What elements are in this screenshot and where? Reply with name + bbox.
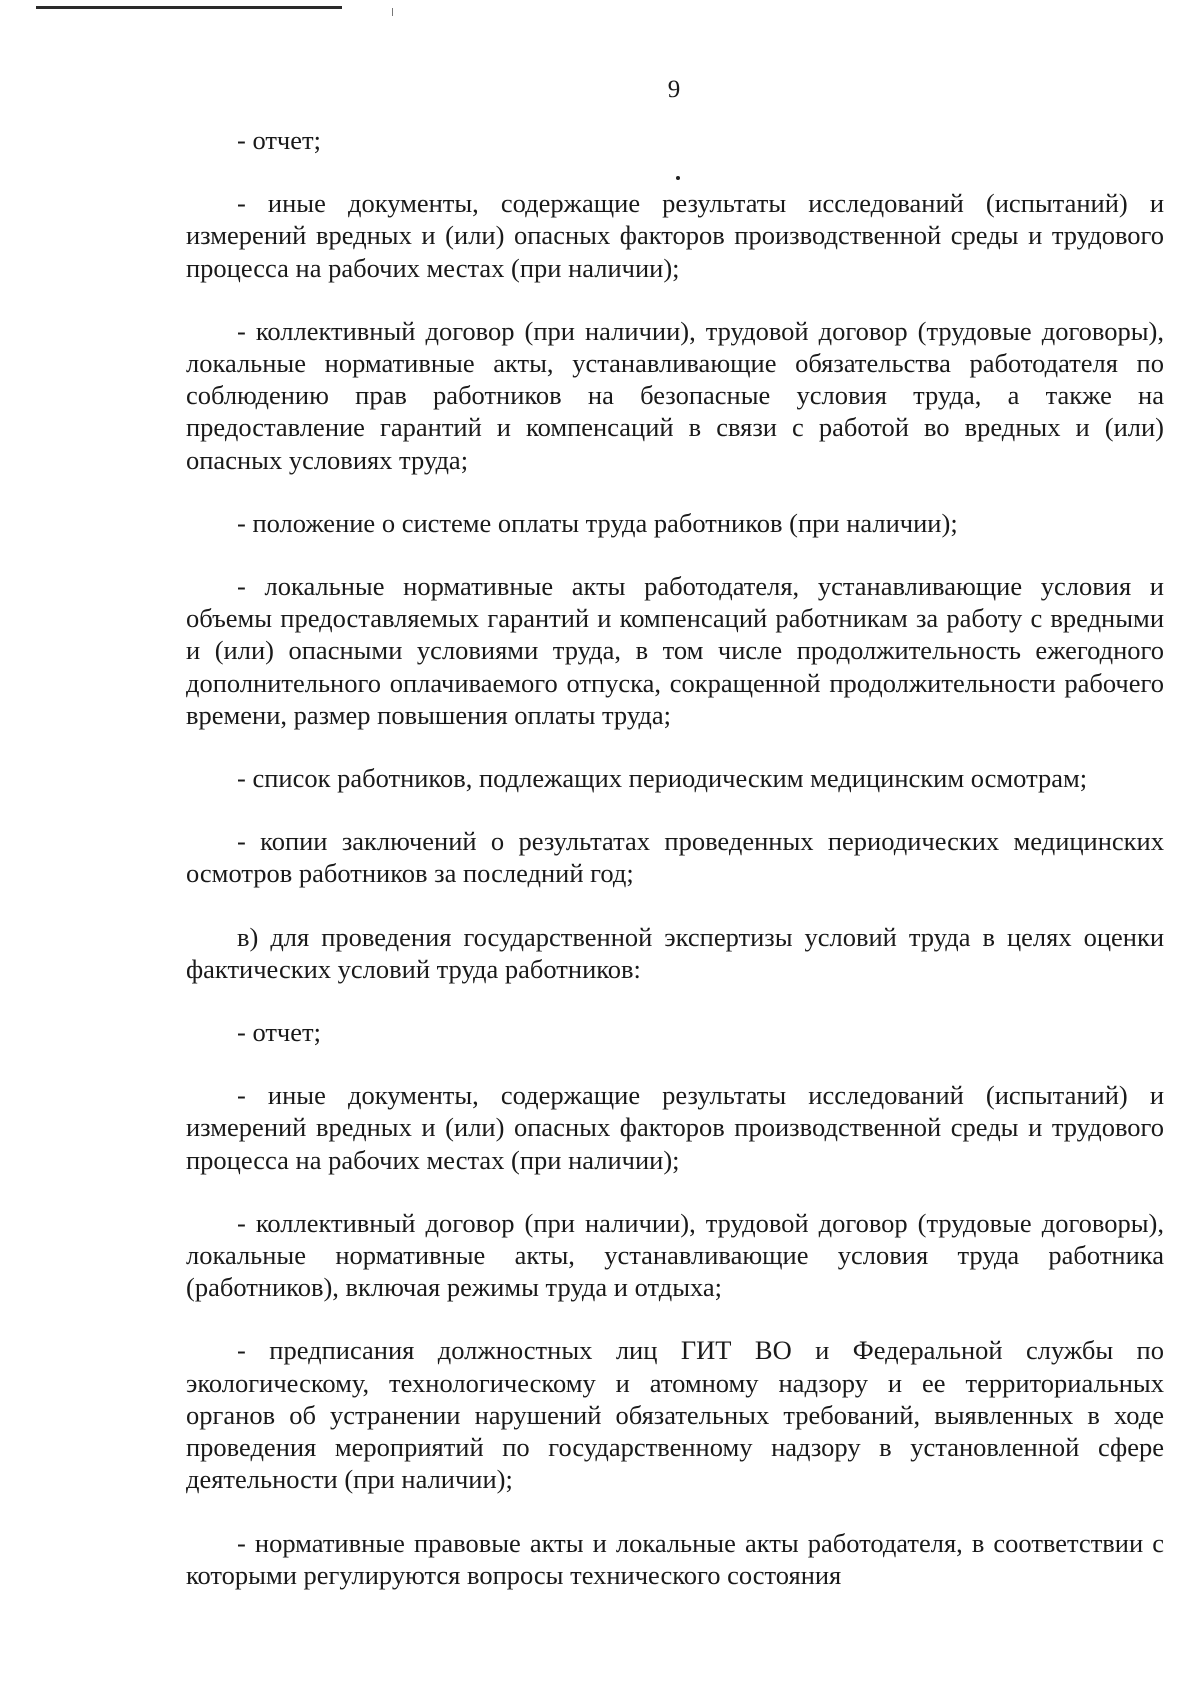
paragraph: в) для проведения государственной экспертизы условий труда в целях оценки фактических условий труда работников:: [186, 921, 1164, 984]
paragraph: - предписания должностных лиц ГИТ ВО и Федеральной службы по экологическому, технологическому и атомному надзору и ее территориальных органов об устранении нарушений обязательных требований, выявленных в ходе проведения мероприятий по государственному надзору в установленной сфере деятельности (при наличии);: [186, 1335, 1164, 1495]
page-number: 9: [667, 76, 681, 103]
paragraph: - отчет;: [237, 1017, 321, 1048]
paragraph: - коллективный договор (при наличии), трудовой договор (трудовые договоры), локальные нормативные акты, устанавливающие условия труда работника (работников), включая режимы труда и отдыха;: [186, 1207, 1164, 1303]
document-body: [186, 124, 1164, 1591]
paragraph: - нормативные правовые акты и локальные акты работодателя, в соответствии с которыми регулируются вопросы технического состояния: [186, 1527, 1164, 1590]
scan-artifact-mark: [392, 8, 393, 16]
paragraph: - иные документы, содержащие результаты исследований (испытаний) и измерений вредных и (или) опасных факторов производственной среды и трудового процесса на рабочих местах (при наличии);: [186, 188, 1164, 283]
paragraph: - отчет;: [237, 125, 321, 155]
scan-artifact-line: [36, 6, 342, 9]
paragraph: - иные документы, содержащие результаты исследований (испытаний) и измерений вредных и (или) опасных факторов производственной среды и трудового процесса на рабочих местах (при наличии);: [186, 1080, 1164, 1175]
paragraph: - список работников, подлежащих периодическим медицинским осмотрам;: [237, 763, 1088, 794]
paragraph: - положение о системе оплаты труда работников (при наличии);: [237, 507, 958, 538]
paragraph: - копии заключений о результатах проведенных периодических медицинских осмотров работников за последний год;: [186, 826, 1164, 889]
paragraph: - коллективный договор (при наличии), трудовой договор (трудовые договоры), локальные нормативные акты, устанавливающие обязательства работодателя по соблюдению прав работников на безопасные условия труда, а также на предоставление гарантий и компенсаций в связи с работой во вредных и (или) опасных условиях труда;: [186, 315, 1164, 475]
paragraph: - локальные нормативные акты работодателя, устанавливающие условия и объемы предоставляемых гарантий и компенсаций работникам за работу с вредными и (или) опасными условиями труда, в том числе продолжительность ежегодного дополнительного оплачиваемого отпуска, сокращенной продолжительности рабочего времени, размер повышения оплаты труда;: [186, 571, 1164, 730]
